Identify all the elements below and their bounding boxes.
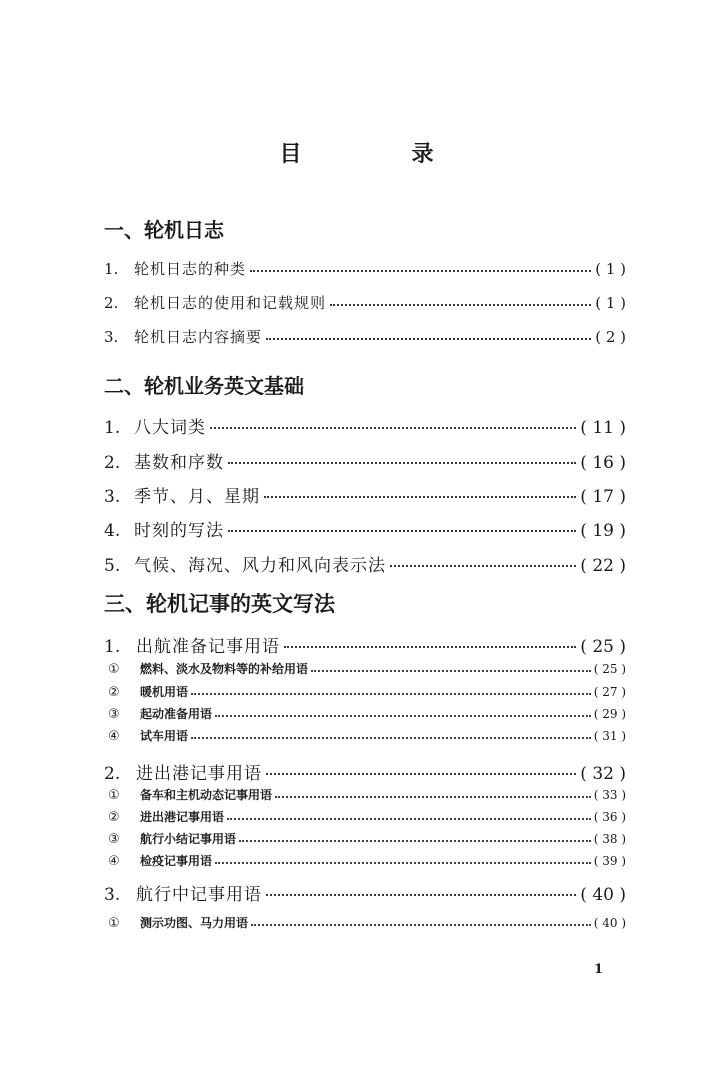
leader-dots <box>191 737 591 739</box>
subentry-label: 测示功图、马力用语 <box>140 916 249 930</box>
leader-dots <box>228 462 576 464</box>
entry-page: ( 11 ) <box>580 418 626 438</box>
subentry-label: 试车用语 <box>140 729 189 743</box>
entry-page: ( 17 ) <box>580 487 626 507</box>
toc-subentry[interactable] <box>108 914 626 931</box>
leader-dots <box>191 693 591 695</box>
toc-entry[interactable] <box>104 258 626 279</box>
leader-dots <box>228 530 576 532</box>
toc-subentry[interactable] <box>108 705 626 722</box>
subentry-label: 进出港记事用语 <box>140 810 225 824</box>
leader-dots <box>239 840 591 842</box>
entry-number: 3. <box>104 885 121 905</box>
subentry-label: 备车和主机动态记事用语 <box>140 788 273 802</box>
subentry-label: 检疫记事用语 <box>140 854 213 868</box>
subentry-page: ( 39 ) <box>593 854 626 868</box>
leader-dots <box>275 796 591 798</box>
subentry-page: ( 29 ) <box>593 707 626 721</box>
circled-number: ① <box>108 662 120 677</box>
entry-number: 1. <box>104 637 121 657</box>
entry-label: 时刻的写法 <box>134 521 224 541</box>
subentry-page: ( 36 ) <box>593 810 626 824</box>
toc-subentry[interactable] <box>108 830 626 847</box>
toc-entry[interactable] <box>104 448 626 473</box>
entry-number: 3. <box>104 487 121 507</box>
entry-label: 进出港记事用语 <box>136 764 262 784</box>
toc-entry[interactable] <box>104 413 626 438</box>
toc-entry[interactable] <box>104 516 626 541</box>
toc-subentry[interactable] <box>108 683 626 700</box>
toc-entry[interactable] <box>104 759 626 784</box>
subentry-page: ( 38 ) <box>593 832 626 846</box>
entry-page: ( 25 ) <box>580 637 626 657</box>
entry-page: ( 32 ) <box>580 764 626 784</box>
section-heading: 三、轮机记事的英文写法 <box>104 591 335 616</box>
section-heading: 一、轮机日志 <box>104 218 224 242</box>
entry-number: 2. <box>104 764 121 784</box>
leader-dots <box>390 565 576 567</box>
page-title: 目 录 <box>279 141 478 167</box>
circled-number: ④ <box>108 729 120 744</box>
toc-entry[interactable] <box>104 482 626 507</box>
entry-number: 3. <box>104 328 119 346</box>
leader-dots <box>210 427 576 429</box>
leader-dots <box>264 496 576 498</box>
entry-number: 1. <box>104 418 121 438</box>
entry-label: 出航准备记事用语 <box>136 637 280 657</box>
leader-dots <box>266 894 576 896</box>
entry-page: ( 1 ) <box>595 260 626 278</box>
subentry-label: 航行小结记事用语 <box>140 832 237 846</box>
toc-entry[interactable] <box>104 326 626 347</box>
entry-label: 轮机日志内容摘要 <box>134 328 263 346</box>
toc-subentry[interactable] <box>108 786 626 803</box>
entry-page: ( 40 ) <box>580 885 626 905</box>
entry-label: 气候、海况、风力和风向表示法 <box>134 556 386 576</box>
subentry-page: ( 33 ) <box>593 788 626 802</box>
entry-number: 2. <box>104 453 121 473</box>
subentry-page: ( 27 ) <box>593 685 626 699</box>
circled-number: ④ <box>108 854 120 869</box>
leader-dots <box>266 338 591 340</box>
entry-page: ( 2 ) <box>595 328 626 346</box>
toc-subentry[interactable] <box>108 727 626 744</box>
circled-number: ② <box>108 685 120 700</box>
leader-dots <box>266 773 576 775</box>
entry-label: 基数和序数 <box>134 453 224 473</box>
entry-number: 4. <box>104 521 121 541</box>
subentry-label: 燃料、淡水及物料等的补给用语 <box>140 662 309 676</box>
subentry-label: 起动准备用语 <box>140 707 213 721</box>
leader-dots <box>215 715 591 717</box>
circled-number: ① <box>108 788 120 803</box>
entry-page: ( 1 ) <box>595 294 626 312</box>
page-number: 1 <box>594 962 604 977</box>
section-heading: 二、轮机业务英文基础 <box>104 374 304 398</box>
leader-dots <box>284 646 576 648</box>
leader-dots <box>330 304 591 306</box>
toc-entry[interactable] <box>104 632 626 657</box>
subentry-page: ( 31 ) <box>593 729 626 743</box>
circled-number: ③ <box>108 707 120 722</box>
leader-dots <box>311 670 591 672</box>
subentry-page: ( 25 ) <box>593 662 626 676</box>
leader-dots <box>251 924 591 926</box>
subentry-label: 暖机用语 <box>140 685 189 699</box>
toc-entry[interactable] <box>104 292 626 313</box>
toc-subentry[interactable] <box>108 808 626 825</box>
circled-number: ③ <box>108 832 120 847</box>
entry-label: 轮机日志的种类 <box>134 260 247 278</box>
toc-entry[interactable] <box>104 880 626 905</box>
toc-subentry[interactable] <box>108 852 626 869</box>
entry-page: ( 16 ) <box>580 453 626 473</box>
entry-number: 2. <box>104 294 119 312</box>
entry-number: 1. <box>104 260 119 278</box>
entry-page: ( 19 ) <box>580 521 626 541</box>
subentry-page: ( 40 ) <box>593 916 626 930</box>
toc-subentry[interactable] <box>108 660 626 677</box>
entry-label: 八大词类 <box>134 418 206 438</box>
circled-number: ① <box>108 916 120 931</box>
entry-page: ( 22 ) <box>580 556 626 576</box>
toc-entry[interactable] <box>104 551 626 576</box>
leader-dots <box>215 862 591 864</box>
entry-label: 航行中记事用语 <box>136 885 262 905</box>
entry-label: 轮机日志的使用和记载规则 <box>134 294 327 312</box>
entry-number: 5. <box>104 556 121 576</box>
circled-number: ② <box>108 810 120 825</box>
leader-dots <box>227 818 591 820</box>
entry-label: 季节、月、星期 <box>134 487 260 507</box>
leader-dots <box>250 270 591 272</box>
